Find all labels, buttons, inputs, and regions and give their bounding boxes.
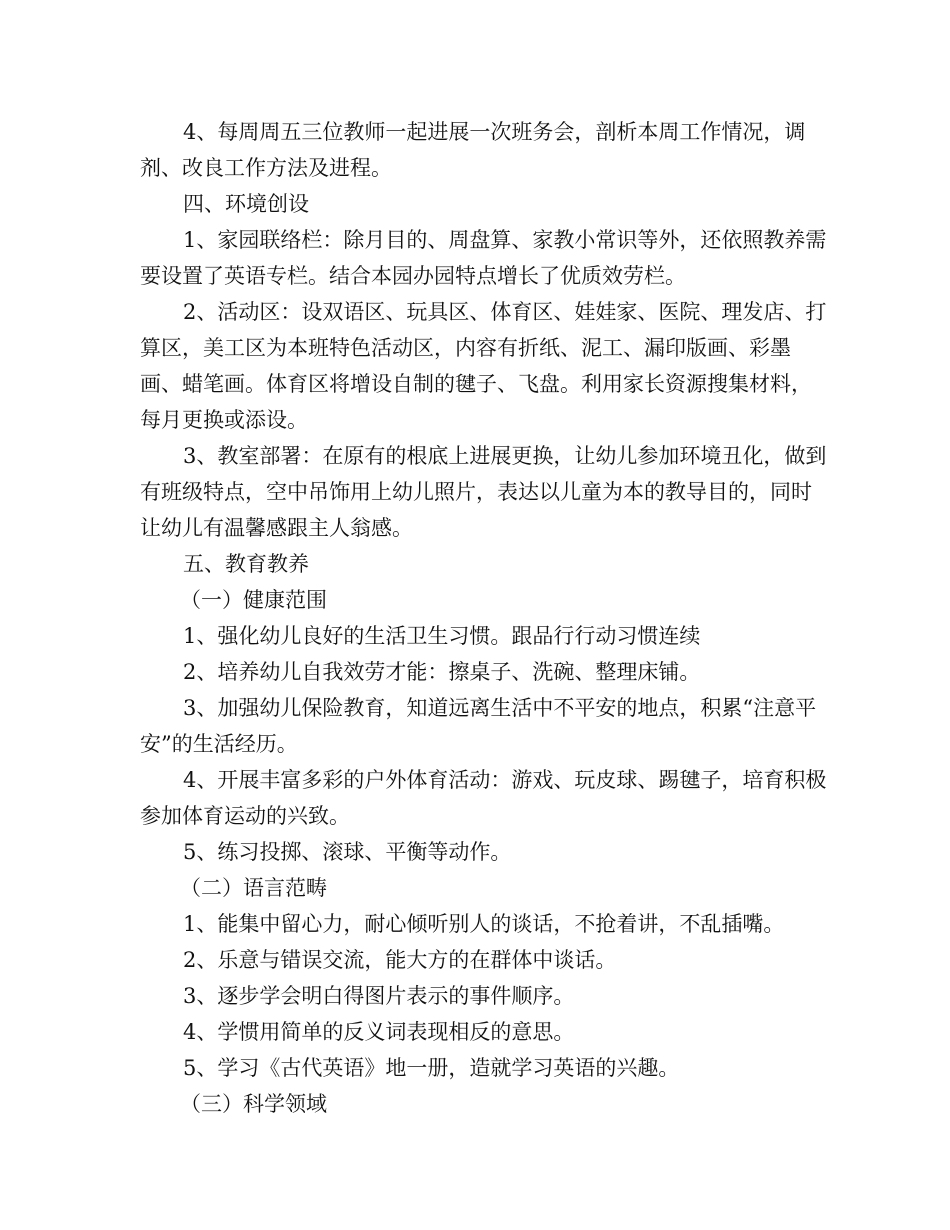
paragraph-health-5: 5、练习投掷、滚球、平衡等动作。 [183, 840, 512, 864]
subheading-science: （三）科学领域 [180, 1092, 327, 1116]
paragraph-language-1: 1、能集中留心力，耐心倾听别人的谈话，不抢着讲，不乱插嘴。 [183, 912, 785, 936]
section-heading-education: 五、教育教养 [183, 552, 309, 576]
paragraph-activity-areas: 2、活动区：设双语区、玩具区、体育区、娃娃家、医院、理发店、打算区，美工区为本班特色活动区，内容有折纸、泥工、漏印版画、彩墨画、蜡笔画。体育区将增设自制的毽子、飞盘。利用家长资源搜集材料，每月更换或添设。 [140, 300, 827, 432]
paragraph-language-5: 5、学习《古代英语》地一册，造就学习英语的兴趣。 [183, 1056, 680, 1080]
paragraph-weekly-meeting: 4、每周周五三位教师一起进展一次班务会，剖析本周工作情况，调剂、改良工作方法及进程。 [140, 120, 806, 180]
paragraph-classroom-layout: 3、教室部署：在原有的根底上进展更换，让幼儿参加环境丑化，做到有班级特点，空中吊饰用上幼儿照片，表达以儿童为本的教导目的，同时让幼儿有温馨感跟主人翁感。 [140, 444, 827, 540]
section-heading-environment: 四、环境创设 [183, 192, 309, 216]
paragraph-health-3: 3、加强幼儿保险教育，知道远离生活中不平安的地点，积累“注意平安”的生活经历。 [140, 696, 817, 756]
paragraph-language-2: 2、乐意与错误交流，能大方的在群体中谈话。 [183, 948, 617, 972]
paragraph-language-4: 4、学惯用简单的反义词表现相反的意思。 [183, 1020, 575, 1044]
paragraph-health-4: 4、开展丰富多彩的户外体育活动：游戏、玩皮球、踢毽子，培育积极参加体育运动的兴致。 [140, 768, 827, 828]
subheading-language: （二）语言范畴 [180, 876, 327, 900]
paragraph-health-2: 2、培养幼儿自我效劳才能：擦桌子、洗碗、整理床铺。 [183, 660, 701, 684]
paragraph-language-3: 3、逐步学会明白得图片表示的事件顺序。 [183, 984, 575, 1008]
paragraph-health-1: 1、强化幼儿良好的生活卫生习惯。跟品行行动习惯连续 [183, 624, 701, 648]
paragraph-home-school-board: 1、家园联络栏：除月目的、周盘算、家教小常识等外，还依照教养需要设置了英语专栏。结合本园办园特点增长了优质效劳栏。 [140, 228, 827, 288]
subheading-health: （一）健康范围 [180, 588, 327, 612]
document-body [140, 114, 828, 1122]
